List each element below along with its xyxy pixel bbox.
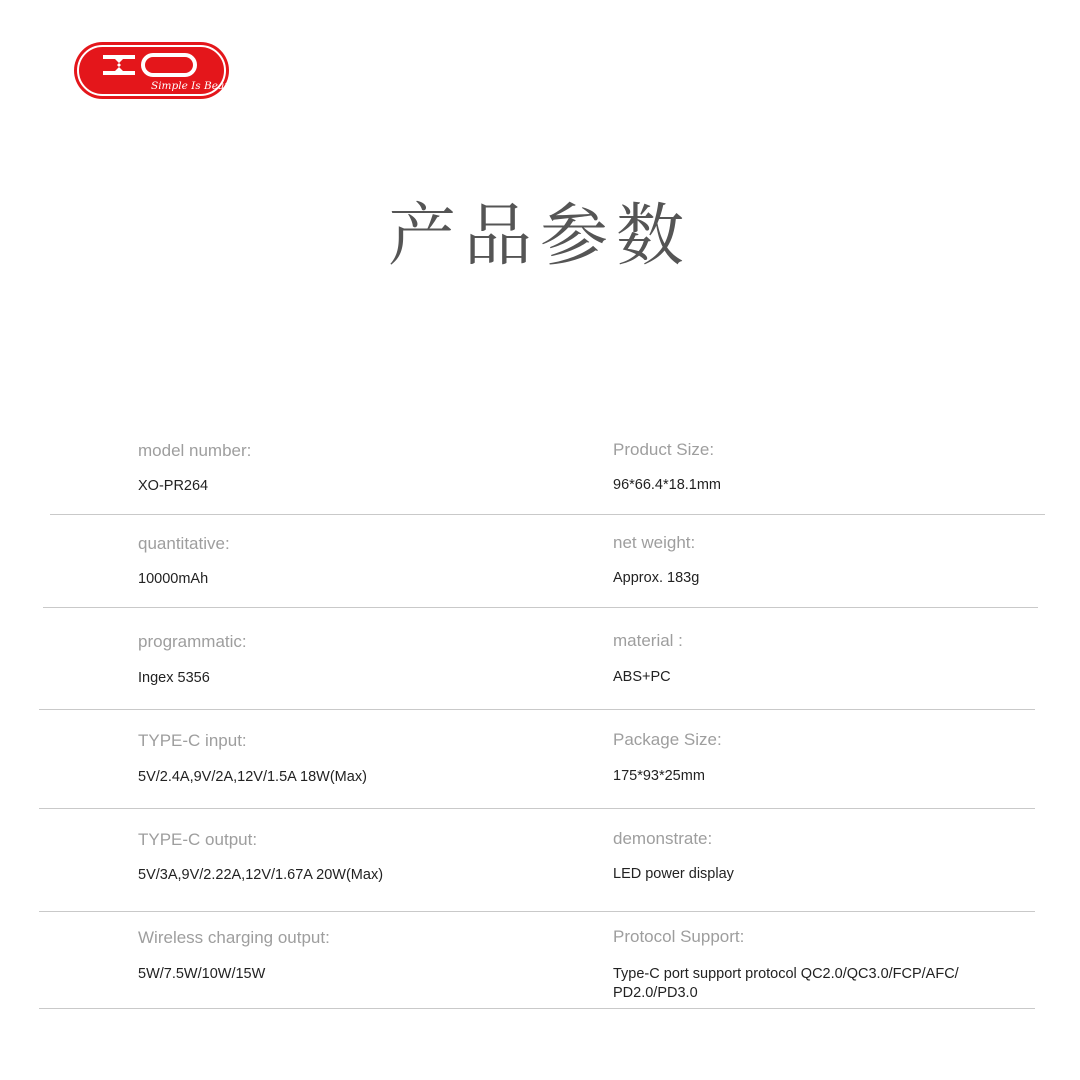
model-number-value: XO-PR264 [138,478,209,494]
material-label: material : [613,631,683,650]
protocol-support-label: Protocol Support: [613,927,745,946]
demonstrate-label: demonstrate: [613,829,713,848]
row-divider [39,709,1035,710]
row-divider [43,607,1038,608]
typec-output-label: TYPE-C output: [138,830,258,849]
net-weight-label: net weight: [613,533,696,552]
row-divider [39,808,1035,809]
quantitative-value: 10000mAh [138,571,209,587]
xo-logo [73,41,242,100]
row-divider [39,911,1035,912]
net-weight-value: Approx. 183g [613,570,700,586]
programmatic-value: Ingex 5356 [138,670,210,686]
package-size-label: Package Size: [613,730,722,749]
product-size-label: Product Size: [613,440,715,459]
typec-input-label: TYPE-C input: [138,731,247,750]
demonstrate-value: LED power display [613,866,734,882]
quantitative-label: quantitative: [138,534,230,553]
wireless-output-value: 5W/7.5W/10W/15W [138,966,266,982]
model-number-label: model number: [138,441,252,460]
wireless-output-label: Wireless charging output: [138,928,330,947]
typec-input-value: 5V/2.4A,9V/2A,12V/1.5A 18W(Max) [138,769,367,785]
typec-output-value: 5V/3A,9V/2.22A,12V/1.67A 20W(Max) [138,867,384,883]
protocol-support-value: Type-C port support protocol QC2.0/QC3.0/FCP/AFC/ PD2.0/PD3.0 [613,966,959,1001]
package-size-value: 175*93*25mm [613,768,705,784]
page-title: 产品参数 [387,197,692,276]
product-size-value: 96*66.4*18.1mm [613,477,722,493]
programmatic-label: programmatic: [138,632,247,651]
row-divider [50,514,1045,515]
logo-tagline: Simple Is Beauty [151,80,242,92]
material-value: ABS+PC [613,669,671,685]
row-divider [39,1008,1035,1009]
